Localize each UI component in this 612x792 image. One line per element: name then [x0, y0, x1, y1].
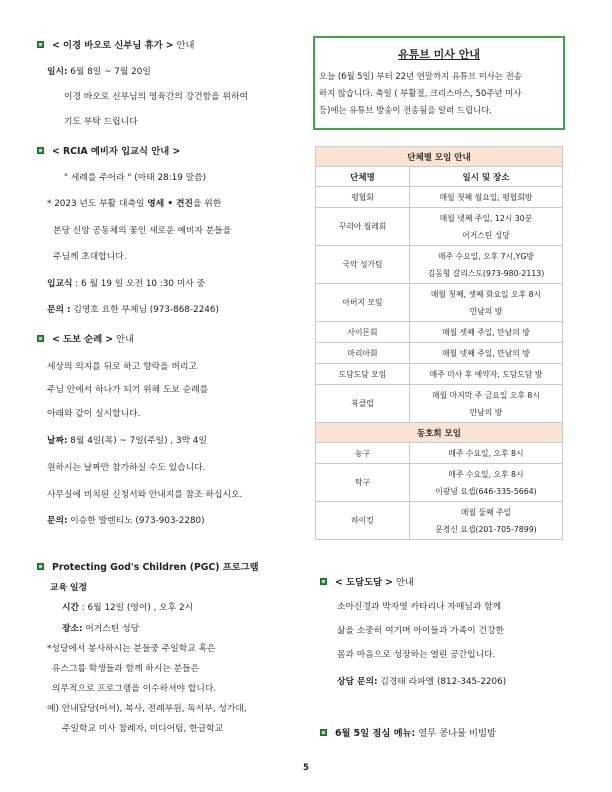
rcia-body-line: * 2023 년도 부활 대축일 영세 • 견진을 위한	[47, 199, 222, 209]
table-row	[316, 443, 563, 464]
schedule-line: 매주 미사 후 예약자, 도담도담 방	[429, 369, 543, 379]
group-schedule-cell	[410, 343, 563, 364]
pilgrimage-body-line: 주님 안에서 하나가 되기 위해 도보 순례를	[47, 385, 209, 395]
pilgrimage-body-line: 사무실에 비치된 신청서와 안내지를 참조 하십시오.	[47, 490, 243, 500]
table-row	[316, 187, 563, 208]
schedule-line: 매월 셋째 주일, 만남의 방	[442, 327, 530, 337]
group-schedule-cell	[410, 322, 563, 343]
rcia-body-line: 본당 신앙 공동체의 꽃인 새로운 예비자 분들을	[53, 226, 232, 236]
group-schedule-cell	[410, 443, 563, 464]
green-square-bullet-icon	[320, 729, 327, 736]
group-name-cell: 도담도담 모임	[316, 364, 410, 385]
table-row	[316, 464, 563, 502]
group-schedule-cell	[410, 464, 563, 502]
group-name-cell: 마리아회	[316, 343, 410, 364]
rcia-body-line: 주님께 초대합니다.	[53, 252, 127, 262]
column-header-name: 단체명	[316, 167, 410, 187]
priest-vacation-date: 일시: 6월 8일 ~ 7월 20일	[47, 67, 151, 77]
schedule-line: 매월 넷째 주일, 12시 30분	[439, 213, 533, 223]
youtube-mass-notice-box	[313, 36, 565, 130]
youtube-notice-line: 하지 않습니다. 축일 ( 부활절, 크리스마스, 50주년 미사	[319, 88, 522, 98]
green-square-bullet-icon	[37, 147, 44, 154]
youtube-notice-line: 등)에는 유튜브 방송이 전송됨을 알려 드립니다.	[319, 105, 492, 115]
schedule-line: 매월 마지막 주 금요일 오후 8시	[432, 390, 540, 400]
group-name-cell: 꾸리아 월레회	[316, 208, 410, 246]
schedule-line: 문경신 요셉(201-705-7899)	[435, 524, 537, 534]
pgc-body-line: 유스그룹 학생들과 함께 하시는 분들은	[52, 664, 200, 674]
schedule-line: 매주 수요일, 오후 7시,YG방	[438, 251, 534, 261]
group-schedule-cell	[410, 284, 563, 322]
schedule-line: 매월 첫째, 셋째 화요일 오후 8시	[430, 289, 542, 299]
table-row	[316, 147, 563, 167]
page-number: 5	[303, 763, 309, 773]
table-section-header: 단체별 모임 안내	[316, 147, 563, 167]
dodam-body-line: 소아신경과 박자영 카타리나 자매님과 함께	[337, 602, 502, 612]
table-row	[316, 423, 563, 443]
table-row	[316, 246, 563, 284]
priest-vacation-body-line: 기도 부탁 드립니다	[64, 117, 138, 127]
pilgrimage-body-line: 원하시는 날짜만 참가하실 수도 있습니다.	[47, 463, 206, 473]
green-square-bullet-icon	[320, 578, 327, 585]
table-section-header: 동호회 모임	[316, 423, 563, 443]
pilgrimage-body-line: 아래와 같이 실시합니다.	[47, 409, 141, 419]
schedule-line: 김동형 갈리스도(973-980-2113)	[427, 268, 545, 278]
youtube-notice-body	[319, 68, 559, 119]
schedule-line: 매월 둘째 주일	[460, 507, 512, 517]
rcia-quote: " 세례를 주어라 " (마태 28:19 말씀)	[64, 173, 207, 183]
youtube-notice-title: 유튜브 미사 안내	[397, 48, 481, 61]
group-name-cell: 평협회	[316, 187, 410, 208]
pgc-body-line: *성당에서 봉사하시는 분들중 주일학교 혹은	[47, 644, 216, 654]
section-pgc-title: Protecting God's Children (PGC) 프로그램	[37, 559, 259, 573]
schedule-line: 매월 넷째 주일, 만남의 방	[442, 348, 530, 358]
group-schedule-cell	[410, 385, 563, 423]
table-row	[316, 284, 563, 322]
group-name-cell: 국악 성가팀	[316, 246, 410, 284]
section-rcia-title: < RCIA 예비자 입교식 안내 >	[37, 143, 180, 157]
youtube-notice-line: 오늘 (6월 5일) 부터 22년 연말까지 유튜브 미사는 전송	[319, 71, 522, 81]
group-schedule-cell	[410, 502, 563, 540]
schedule-line: 만남의 방	[469, 306, 503, 316]
section-pilgrimage-title: < 도보 순례 > 안내	[37, 331, 134, 345]
pilgrimage-date: 날짜: 8월 4일(목) ~ 7일(주일) , 3박 4일	[47, 436, 207, 446]
table-row	[316, 322, 563, 343]
pgc-place: 장소: 어거스틴 성당	[62, 624, 140, 634]
schedule-line: 매월 첫째 월요일, 평협회방	[439, 192, 533, 202]
column-header-time-place: 일시 및 장소	[410, 167, 563, 187]
pgc-body-line: 의무적으로 프로그램을 이수하셔야 합니다.	[52, 684, 217, 694]
group-name-cell: 아버지 모임	[316, 284, 410, 322]
green-square-bullet-icon	[37, 563, 44, 570]
table-row	[316, 208, 563, 246]
green-square-bullet-icon	[37, 41, 44, 48]
group-schedule-cell	[410, 208, 563, 246]
pilgrimage-body-line: 세상의 의지를 뒤로 하고 향락을 버리고	[47, 362, 197, 372]
section-dodam-title: < 도담도담 > 안내	[320, 574, 414, 588]
group-schedule-cell	[410, 187, 563, 208]
section-priest-vacation-title: < 이경 바오로 신부님 휴가 > 안내	[37, 37, 195, 51]
group-name-cell: 하이킹	[316, 502, 410, 540]
group-meeting-table	[315, 146, 563, 540]
table-row	[316, 502, 563, 540]
group-name-cell: 탁구	[316, 464, 410, 502]
table-row	[316, 167, 563, 187]
green-square-bullet-icon	[37, 335, 44, 342]
table-row	[316, 343, 563, 364]
table-row	[316, 364, 563, 385]
schedule-line: 만남의 방	[469, 407, 503, 417]
pilgrimage-contact: 문의: 이승한 발렌티노 (973-903-2280)	[47, 516, 205, 526]
group-schedule-cell	[410, 246, 563, 284]
schedule-line: 이광녕 요셉(646-335-5664)	[435, 486, 537, 496]
table-row	[316, 385, 563, 423]
rcia-ceremony: 입교식 : 6 월 19 일 오전 10 :30 미사 중	[47, 279, 206, 289]
pgc-body-line: 주일학교 미사 참례자, 미디어팀, 한글학교	[62, 724, 224, 734]
rcia-contact: 문의 : 김영호 요한 부제님 (973-868-2246)	[47, 305, 219, 315]
schedule-line: 어거스틴 성당	[462, 230, 510, 240]
dodam-body-line: 삶을 소중히 여기며 아이들과 가족이 건강한	[337, 626, 504, 636]
pgc-body-line: 예) 안내담당(어셔), 복사, 전례부원, 독서부, 성가대,	[47, 704, 247, 714]
group-schedule-cell	[410, 364, 563, 385]
pgc-subtitle: 교육 일정	[50, 583, 88, 593]
group-name-cell: 농구	[316, 443, 410, 464]
schedule-line: 매주 수요일, 오후 8시	[448, 448, 524, 458]
dodam-contact: 상담 문의: 김경태 라파엘 (812-345-2206)	[337, 677, 507, 687]
pgc-time: 시간 : 6월 12일 (영어) , 오후 2시	[62, 603, 194, 613]
dodam-body-line: 몸과 마음으로 성장하는 열린 공간입니다.	[337, 650, 496, 660]
group-name-cell: 북클럽	[316, 385, 410, 423]
schedule-line: 매주 수요일, 오후 8시	[448, 469, 524, 479]
lunch-menu: 6월 5일 점심 메뉴: 열무 콩나물 비빔밥	[320, 725, 496, 739]
priest-vacation-body-line: 이경 바오로 신부님의 영육간의 강건함을 위하여	[64, 92, 248, 102]
group-name-cell: 사이몬회	[316, 322, 410, 343]
